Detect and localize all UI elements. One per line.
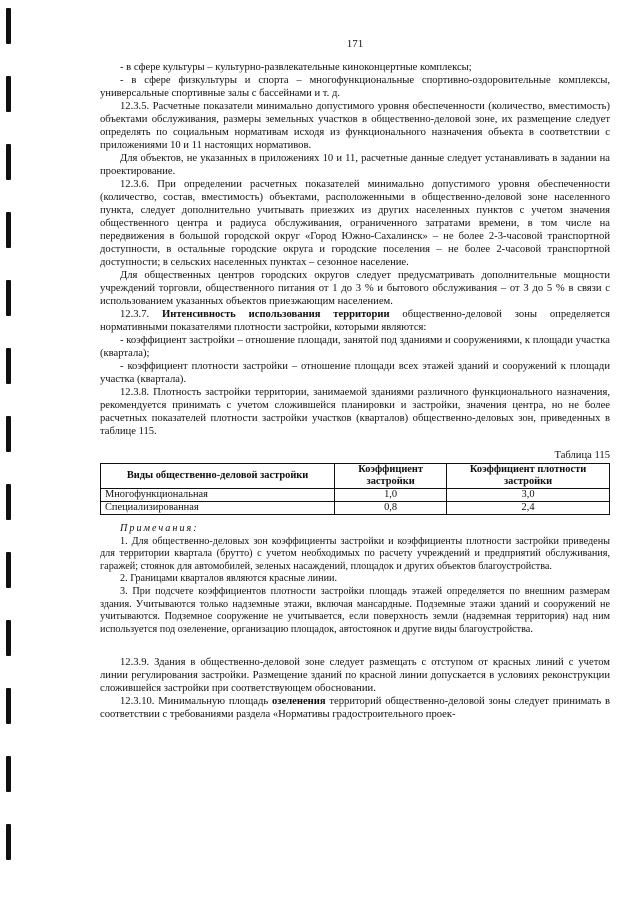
paragraph: 12.3.9. Здания в общественно-деловой зоне следует размещать с отступом от красных линий с учетом линии регулирования застройки. Размещение зданий по красной линии допускается в условиях реконструкции сложившейся застройки при соответствующем обосновании.: [100, 657, 610, 695]
clause-text: общественно-деловой зоны определяется нормативными показателями плотности застройки, которыми являются:: [100, 309, 610, 333]
note-item: 3. При подсчете коэффициентов плотности застройки площадь этажей определяется по внешним размерам здания. Учитываются только надземные этажи, включая мансардные. Подземные этажи зданий и сооружений не учитываются. Подземное сооружение не учитывается, если поверхность земли (надземная территория) над ним используется под озеленение, организацию площадок, автостоянок и другие виды благоустройства.: [100, 585, 610, 635]
table-cell: 0,8: [335, 502, 447, 515]
paragraph-12-3-7: [100, 308, 610, 334]
bold-term: озеленения: [271, 696, 326, 708]
table-cell: 1,0: [335, 489, 447, 502]
paragraph-12-3-10: [100, 695, 610, 721]
binder-mark: [6, 76, 11, 112]
binder-mark: [6, 688, 11, 724]
column-header: Коэффициент застройки: [335, 464, 447, 489]
table-row: [101, 489, 610, 502]
binder-mark: [6, 280, 11, 316]
paragraph: Для объектов, не указанных в приложениях 10 и 11, расчетные данные следует устанавливать в задании на проектирование.: [100, 153, 610, 177]
clause-number: 12.3.10.: [120, 696, 155, 708]
note-item: 1. Для общественно-деловых зон коэффициенты застройки и коэффициенты плотности застройки приведены для территории квартала (брутто) с учетом необходимых по расчету учреждений и предприятий обслуживания, гаражей; стоянок для автомобилей, зеленых насаждений, площадок и других объектов благоустройства.: [100, 535, 610, 572]
clause-number: 12.3.7.: [120, 309, 150, 320]
table-cell: Специализированная: [101, 502, 335, 515]
binder-mark: [6, 756, 11, 792]
notes-section: [100, 523, 610, 636]
binder-mark: [6, 824, 11, 860]
table-cell: 3,0: [447, 489, 610, 502]
table-row: [101, 502, 610, 515]
document-page: [100, 38, 610, 721]
binder-mark: [6, 484, 11, 520]
binder-mark: [6, 620, 11, 656]
paragraph: - коэффициент застройки – отношение площади, занятой под зданиями и сооружениями, к площади участка (квартала);: [100, 335, 610, 359]
paragraph: - в сфере культуры – культурно-развлекательные киноконцертные комплексы;: [120, 62, 472, 73]
binder-mark: [6, 416, 11, 452]
table-caption: Таблица 115: [554, 450, 610, 461]
page-number: 171: [346, 38, 364, 50]
table-cell: 2,4: [447, 502, 610, 515]
column-header: Виды общественно-деловой застройки: [101, 464, 335, 489]
paragraph: Для общественных центров городских округов следует предусматривать дополнительные мощности учреждений торговли, общественного питания от 1 до 3 % и бытового обслуживания – от 3 до 5 % в связи с использованием указанных объектов приезжающим населением.: [100, 270, 610, 307]
notes-title: Примечания:: [120, 523, 199, 534]
paragraph: 12.3.5. Расчетные показатели минимально допустимого уровня обеспеченности (количество, вместимость) объектами обслуживания, размеры земельных участков в общественно-деловой зоне, их размещение следует определять по социальным нормативам исходя из функционального назначения объекта в соответствии с приложениями 10 и 11 настоящих нормативов.: [100, 101, 610, 151]
binder-mark: [6, 212, 11, 248]
table-cell: Многофункциональная: [101, 489, 335, 502]
paragraph: 12.3.8. Плотность застройки территории, занимаемой зданиями различного функционального назначения, рекомендуется принимать с учетом сложившейся планировки и застройки, значения центра, но не более расчетных показателей плотности застройки участков (кварталов) общественно-деловых зон, приведенных в таблице 115.: [100, 387, 610, 437]
binder-mark: [6, 8, 11, 44]
clause-text: Минимальную площадь: [158, 696, 269, 708]
binder-mark: [6, 144, 11, 180]
bold-term: Интенсивность использования территории: [162, 309, 390, 320]
table-header-row: [101, 464, 610, 489]
note-item: 2. Границами кварталов являются красные линии.: [120, 573, 338, 585]
paragraph: 12.3.6. При определении расчетных показателей минимально допустимого уровня обеспеченности (количество, состав, вместимость) объектами, расположенными в общественно-деловой зоне населенного пункта, следует дополнительно учитывать приезжих из других населенных пунктов с учетом значения общественного центра и радиуса обслуживания, ограниченного затратами времени, в том числе на передвижения в большой городской округ «Город Южно-Сахалинск» – не более 2-3-часовой транспортной доступности, в остальные городские округа и городские поселения – не более 2-часовой транспортной доступности; в сельских населенных пунктах – сезонное население.: [100, 179, 610, 268]
column-header: Коэффициент плотности застройки: [447, 464, 610, 489]
paragraph: - коэффициент плотности застройки – отношение площади всех этажей зданий и сооружений к площади участка (квартала).: [100, 361, 610, 385]
paragraph: - в сфере физкультуры и спорта – многофункциональные спортивно-оздоровительные комплексы, универсальные спортивные залы с бассейнами и т. д.: [100, 75, 610, 99]
binder-mark: [6, 348, 11, 384]
binder-mark: [6, 552, 11, 588]
clause-text: территорий общественно-деловой зоны следует принимать в соответствии с требованиями раздела «Нормативы градостроительного проек-: [100, 696, 610, 721]
density-table: [100, 463, 610, 515]
